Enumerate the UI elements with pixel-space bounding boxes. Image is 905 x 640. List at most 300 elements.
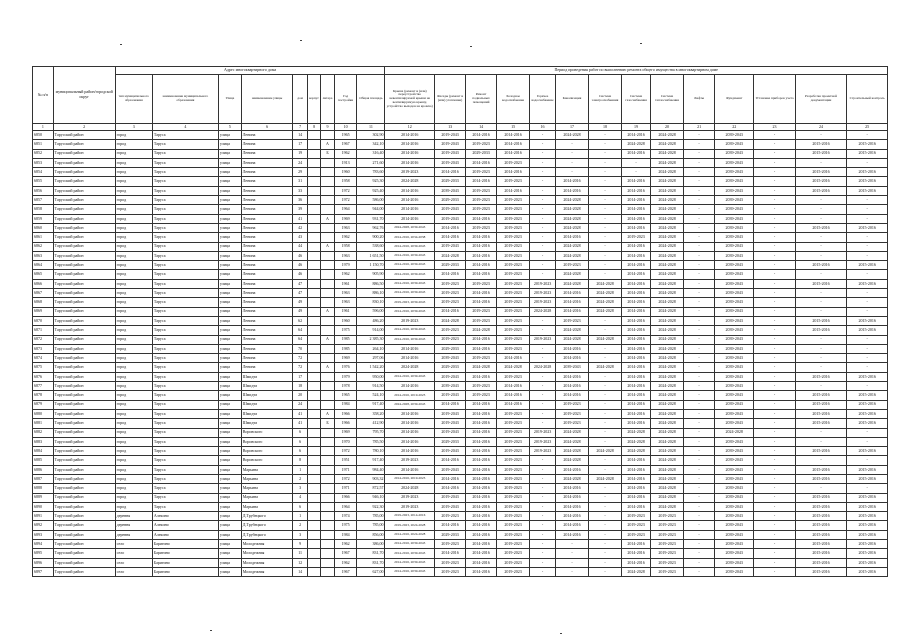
table-cell: Тарусский район <box>53 186 115 195</box>
table-cell: город <box>115 196 152 205</box>
table-cell: - <box>555 549 588 558</box>
table-cell: 795,70 <box>357 428 385 437</box>
table-cell: Б <box>321 419 334 428</box>
table-cell <box>307 428 320 437</box>
table-cell: 2014-2016 <box>385 428 435 437</box>
table-cell: 1965 <box>334 391 357 400</box>
table-cell: 2014-2016 <box>555 382 588 391</box>
table-cell: 2014-2016, 2019-2023 <box>385 474 435 483</box>
table-cell: 2019-2023 <box>497 502 530 511</box>
table-cell: улица <box>219 270 242 279</box>
table-cell: 1 <box>293 512 307 521</box>
table-cell: 2014-2016 <box>385 419 435 428</box>
table-cell: 2039-2043 <box>435 186 466 195</box>
table-cell: 2039-2043 <box>715 335 754 344</box>
table-cell: 2039-2043 <box>715 298 754 307</box>
table-cell <box>321 530 334 539</box>
table-cell: 2014-2016 <box>466 540 497 549</box>
table-cell: А <box>321 363 334 372</box>
table-cell: - <box>847 335 888 344</box>
table-cell <box>307 326 320 335</box>
table-cell: 2014-2016 <box>622 493 651 502</box>
table-cell: 2039-2043 <box>715 465 754 474</box>
table-cell: - <box>684 474 715 483</box>
table-row <box>33 335 888 344</box>
table-cell: 2019-2023 <box>466 354 497 363</box>
table-cell: город <box>115 316 152 325</box>
table-cell: - <box>847 158 888 167</box>
table-cell: 2024-2028 <box>497 363 530 372</box>
col-header: Разработка проектной документации <box>795 75 847 124</box>
table-cell: Тарусский район <box>53 326 115 335</box>
table-cell: 2024-2028 <box>435 316 466 325</box>
table-cell: 2015-2016 <box>847 223 888 232</box>
table-row <box>33 186 888 195</box>
table-cell: - <box>754 316 795 325</box>
table-cell: Таруса <box>152 363 218 372</box>
table-cell: 2014-2016 <box>466 335 497 344</box>
table-cell: - <box>754 270 795 279</box>
table-cell: 2014-2016 <box>622 316 651 325</box>
table-cell: 2014-2016 <box>622 223 651 232</box>
table-cell: Таруса <box>152 307 218 316</box>
table-cell: 2014-2016, 2024-2028 <box>385 530 435 539</box>
table-cell: - <box>754 409 795 418</box>
table-cell <box>307 186 320 195</box>
column-number-row <box>33 124 888 131</box>
table-cell: 830,10 <box>357 298 385 307</box>
table-cell: - <box>589 233 622 242</box>
table-cell: Тарусский район <box>53 242 115 251</box>
table-cell <box>307 484 320 493</box>
table-cell: Таруса <box>152 196 218 205</box>
table-cell: 903,32 <box>357 474 385 483</box>
table-cell: Таруса <box>152 456 218 465</box>
table-cell: 2014-2016 <box>385 205 435 214</box>
table-cell: улица <box>219 326 242 335</box>
table-cell: 2019-2023 <box>497 177 530 186</box>
table-row <box>33 307 888 316</box>
table-row <box>33 196 888 205</box>
table-cell: - <box>795 289 847 298</box>
table-cell: 2024-2028 <box>651 400 684 409</box>
table-cell: - <box>754 205 795 214</box>
table-cell <box>321 382 334 391</box>
table-cell <box>307 447 320 456</box>
table-cell: 1972 <box>334 474 357 483</box>
table-cell: Таруса <box>152 419 218 428</box>
table-cell: город <box>115 289 152 298</box>
table-cell: А <box>321 409 334 418</box>
table-row <box>33 223 888 232</box>
table-cell: Тарусский район <box>53 131 115 140</box>
table-cell <box>321 391 334 400</box>
table-cell: - <box>530 409 556 418</box>
table-cell: 6895 <box>33 549 54 558</box>
table-cell: улица <box>219 233 242 242</box>
table-cell: 2015-2016 <box>847 409 888 418</box>
table-cell: 2024-2028 <box>651 456 684 465</box>
table-cell: - <box>684 363 715 372</box>
table-cell: 2014-2016 <box>466 474 497 483</box>
table-cell: - <box>847 382 888 391</box>
table-cell: - <box>684 521 715 530</box>
table-cell: 2015-2016 <box>847 530 888 539</box>
table-cell: 2015-2016 <box>795 512 847 521</box>
table-cell: 2014-2016 <box>497 400 530 409</box>
table-cell: 2029-2033 <box>466 149 497 158</box>
table-row <box>33 428 888 437</box>
table-cell: улица <box>219 186 242 195</box>
table-cell: 2019-2023 <box>497 251 530 260</box>
table-cell: Таруса <box>152 437 218 446</box>
table-cell: Тарусский район <box>53 214 115 223</box>
table-cell: 2014-2016, 2039-2043 <box>385 261 435 270</box>
table-cell: 2024-2028 <box>651 326 684 335</box>
table-cell: 2015-2016 <box>847 502 888 511</box>
table-cell: 2015-2016 <box>795 502 847 511</box>
table-cell: 856,00 <box>357 530 385 539</box>
table-cell: Тарусский район <box>53 484 115 493</box>
table-cell: 2019-2023 <box>555 261 588 270</box>
table-cell: 46 <box>293 251 307 260</box>
table-cell: Ленина <box>241 214 293 223</box>
table-cell: 2015-2016 <box>847 316 888 325</box>
col-number: 2 <box>53 124 115 131</box>
table-cell: 780,10 <box>357 447 385 456</box>
table-cell <box>321 456 334 465</box>
table-cell: 783,60 <box>357 168 385 177</box>
table-cell: 24 <box>293 158 307 167</box>
table-cell: Ленина <box>241 363 293 372</box>
table-cell: город <box>115 261 152 270</box>
table-cell: Ленина <box>241 196 293 205</box>
table-cell: 1 542,20 <box>357 363 385 372</box>
table-cell: 2039-2043 <box>715 270 754 279</box>
table-cell: 2014-2016 <box>622 474 651 483</box>
table-cell: 2015-2016 <box>847 168 888 177</box>
table-cell: 2039-2043 <box>715 196 754 205</box>
table-cell: - <box>684 205 715 214</box>
table-cell: 2029-2033 <box>435 177 466 186</box>
table-cell: Воровского <box>241 428 293 437</box>
table-cell: - <box>754 382 795 391</box>
table-cell: - <box>684 214 715 223</box>
table-cell: 2024-2028 <box>651 168 684 177</box>
table-cell: Тарусский район <box>53 307 115 316</box>
table-cell: 6880 <box>33 409 54 418</box>
table-cell: 2014-2016 <box>466 484 497 493</box>
table-cell: город <box>115 391 152 400</box>
table-cell: 2014-2016 <box>622 502 651 511</box>
table-cell: - <box>684 493 715 502</box>
table-cell: 1971 <box>334 484 357 493</box>
table-cell: Ленина <box>241 326 293 335</box>
table-cell: 2019-2023 <box>497 474 530 483</box>
table-cell: - <box>754 140 795 149</box>
table-cell: 41 <box>293 409 307 418</box>
table-cell: 6889 <box>33 493 54 502</box>
table-cell <box>307 409 320 418</box>
table-cell: 6863 <box>33 251 54 260</box>
table-cell: 2019-2023 <box>651 530 684 539</box>
table-cell: - <box>684 372 715 381</box>
table-cell: 2039-2043 <box>715 251 754 260</box>
table-cell: 2019-2023 <box>651 567 684 576</box>
table-cell: 2019-2023 <box>555 400 588 409</box>
table-cell: 18 <box>293 382 307 391</box>
table-cell: - <box>754 326 795 335</box>
table-row <box>33 205 888 214</box>
table-cell: 2 385,30 <box>357 335 385 344</box>
table-cell: улица <box>219 158 242 167</box>
table-cell: 2015-2016 <box>847 419 888 428</box>
table-cell: - <box>795 428 847 437</box>
table-cell: 2019-2043 <box>435 158 466 167</box>
table-cell <box>307 493 320 502</box>
table-cell: 2014-2016 <box>435 521 466 530</box>
table-cell: - <box>530 493 556 502</box>
table-cell <box>307 205 320 214</box>
table-cell: 2024-2028 <box>530 363 556 372</box>
table-cell: 2019-2043 <box>435 409 466 418</box>
table-cell: - <box>530 177 556 186</box>
table-cell: 2014-2016 <box>622 242 651 251</box>
table-cell: 1975 <box>334 521 357 530</box>
table-cell: улица <box>219 307 242 316</box>
table-row <box>33 149 888 158</box>
table-cell: 831,70 <box>357 549 385 558</box>
table-row <box>33 558 888 567</box>
table-row <box>33 391 888 400</box>
table-cell: - <box>754 298 795 307</box>
table-cell: город <box>115 298 152 307</box>
table-cell: 2024-2028 <box>651 196 684 205</box>
table-cell: 2014-2016 <box>622 298 651 307</box>
table-cell: - <box>684 344 715 353</box>
col-header: наименование улицы <box>241 75 293 124</box>
table-cell: - <box>684 223 715 232</box>
table-cell: 2014-2016 <box>622 326 651 335</box>
table-cell: 2014-2016 <box>622 484 651 493</box>
table-cell: 2039-2043 <box>715 447 754 456</box>
table-cell: 6890 <box>33 502 54 511</box>
table-cell: 2024-2028 <box>555 196 588 205</box>
table-cell: 2015-2016 <box>795 140 847 149</box>
table-cell: 2024-2028 <box>555 428 588 437</box>
table-cell <box>321 354 334 363</box>
table-cell: 2014-2016 <box>466 251 497 260</box>
table-cell: - <box>684 400 715 409</box>
table-row <box>33 326 888 335</box>
table-cell: - <box>847 363 888 372</box>
table-cell: 2024-2028 <box>651 223 684 232</box>
table-cell: 2024-2028 <box>555 214 588 223</box>
table-row <box>33 279 888 288</box>
table-cell: 2015-2016 <box>847 177 888 186</box>
table-cell: Тарусский район <box>53 456 115 465</box>
table-cell: улица <box>219 316 242 325</box>
table-cell: Марьина <box>241 484 293 493</box>
table-cell: 2024-2028 <box>622 447 651 456</box>
table-cell: 46 <box>293 270 307 279</box>
table-cell: 2015-2016 <box>795 474 847 483</box>
table-cell: 2019-2023 <box>497 465 530 474</box>
table-cell: 2039-2043 <box>715 493 754 502</box>
table-row <box>33 521 888 530</box>
table-cell: - <box>684 484 715 493</box>
table-cell: - <box>754 307 795 316</box>
table-cell: - <box>754 372 795 381</box>
table-cell: - <box>684 316 715 325</box>
table-cell: 2014-2016 <box>555 186 588 195</box>
table-cell: 2014-2016 <box>466 289 497 298</box>
table-cell: Тарусский район <box>53 447 115 456</box>
table-cell: 6855 <box>33 177 54 186</box>
table-cell: 785,00 <box>357 512 385 521</box>
col-number: 3 <box>115 124 152 131</box>
table-cell: 412,90 <box>357 419 385 428</box>
table-cell: Ленина <box>241 261 293 270</box>
table-cell: - <box>684 558 715 567</box>
table-cell: 2015-2016 <box>795 261 847 270</box>
table-cell: 2014-2016 <box>497 131 530 140</box>
table-cell: - <box>847 298 888 307</box>
table-cell: Шмидта <box>241 419 293 428</box>
table-cell: город <box>115 447 152 456</box>
table-cell: - <box>589 354 622 363</box>
table-cell: - <box>684 168 715 177</box>
table-cell: 6879 <box>33 400 54 409</box>
table-cell: - <box>847 456 888 465</box>
table-cell: 2015-2016 <box>795 567 847 576</box>
table-cell: 2024-2028 <box>651 465 684 474</box>
table-cell: 2014-2016 <box>555 344 588 353</box>
table-cell: Таруса <box>152 205 218 214</box>
table-cell: - <box>622 158 651 167</box>
table-cell: - <box>589 223 622 232</box>
table-cell: Таруса <box>152 177 218 186</box>
table-cell <box>307 251 320 260</box>
table-cell: 1966 <box>334 409 357 418</box>
table-cell: - <box>555 158 588 167</box>
table-cell: 2019-2023 <box>435 567 466 576</box>
table-cell: 2024-2028 <box>589 363 622 372</box>
table-cell: Таруса <box>152 186 218 195</box>
table-cell: 2024-2028 <box>651 335 684 344</box>
table-cell: - <box>847 214 888 223</box>
table-cell: 1960 <box>334 168 357 177</box>
table-row <box>33 419 888 428</box>
table-cell: - <box>795 363 847 372</box>
table-cell: 2024-2028 <box>385 177 435 186</box>
table-cell: 2014-2016 <box>622 363 651 372</box>
table-cell: 2 <box>293 521 307 530</box>
table-cell: - <box>754 363 795 372</box>
table-cell: 2039-2043 <box>715 307 754 316</box>
table-cell: 2014-2016 <box>555 372 588 381</box>
table-cell: улица <box>219 502 242 511</box>
table-cell: 6856 <box>33 186 54 195</box>
table-cell: улица <box>219 242 242 251</box>
table-cell: 1970 <box>334 437 357 446</box>
table-cell: - <box>684 326 715 335</box>
table-cell: - <box>847 251 888 260</box>
table-cell: - <box>754 428 795 437</box>
table-cell: 2024-2028 <box>385 363 435 372</box>
table-cell: 2014-2016 <box>466 419 497 428</box>
table-cell: - <box>589 344 622 353</box>
table-cell: - <box>530 251 556 260</box>
table-cell: 41 <box>293 214 307 223</box>
table-cell: 2015-2016 <box>795 149 847 158</box>
table-cell: 2019-2023 <box>435 558 466 567</box>
table-cell: 2019-2023 <box>497 205 530 214</box>
table-cell: - <box>684 391 715 400</box>
table-cell <box>321 251 334 260</box>
table-cell: - <box>795 307 847 316</box>
table-cell: 2024-2028 <box>589 279 622 288</box>
table-cell: 2014-2016 <box>497 149 530 158</box>
table-cell: 17 <box>293 140 307 149</box>
table-cell: 2039-2043 <box>715 474 754 483</box>
table-cell: 297,06 <box>357 354 385 363</box>
table-cell: 2014-2016 <box>555 484 588 493</box>
table-row <box>33 437 888 446</box>
table-cell: 2019-2023, 2014-2016 <box>385 512 435 521</box>
table-cell: город <box>115 177 152 186</box>
table-cell: 2014-2016 <box>622 558 651 567</box>
table-cell: 6893 <box>33 530 54 539</box>
table-cell: 2015-2016 <box>795 391 847 400</box>
table-cell: город <box>115 354 152 363</box>
table-cell: город <box>115 223 152 232</box>
table-cell: 1975 <box>334 326 357 335</box>
table-cell: Тарусский район <box>53 419 115 428</box>
table-cell: 2015-2016 <box>795 409 847 418</box>
table-cell: Таруса <box>152 493 218 502</box>
table-cell: 1962 <box>334 233 357 242</box>
table-cell: 2014-2016 <box>555 354 588 363</box>
table-cell: деревня <box>115 530 152 539</box>
table-cell: 24 <box>293 400 307 409</box>
table-cell: - <box>684 158 715 167</box>
table-cell: 2019-2023 <box>497 530 530 539</box>
col-number: 1 <box>33 124 54 131</box>
table-cell: 2019-2023 <box>497 372 530 381</box>
table-cell: 6891 <box>33 512 54 521</box>
table-cell: - <box>684 465 715 474</box>
table-cell: Ленина <box>241 168 293 177</box>
table-cell: село <box>115 540 152 549</box>
table-cell: - <box>589 205 622 214</box>
table-cell <box>321 372 334 381</box>
table-cell: 2014-2016 <box>622 540 651 549</box>
table-cell: 2014-2016 <box>466 437 497 446</box>
table-cell: А <box>321 307 334 316</box>
table-cell: 2019-2023 <box>385 168 435 177</box>
table-cell: 14 <box>293 567 307 576</box>
table-cell: Таруса <box>152 382 218 391</box>
table-cell: 2015-2016 <box>795 558 847 567</box>
table-cell: 2024-2028 <box>555 456 588 465</box>
table-cell: 2014-2016 <box>466 409 497 418</box>
table-cell: - <box>754 540 795 549</box>
table-cell: 47 <box>293 279 307 288</box>
table-cell: 2015-2016 <box>795 549 847 558</box>
table-cell: - <box>589 261 622 270</box>
table-cell: Таруса <box>152 289 218 298</box>
